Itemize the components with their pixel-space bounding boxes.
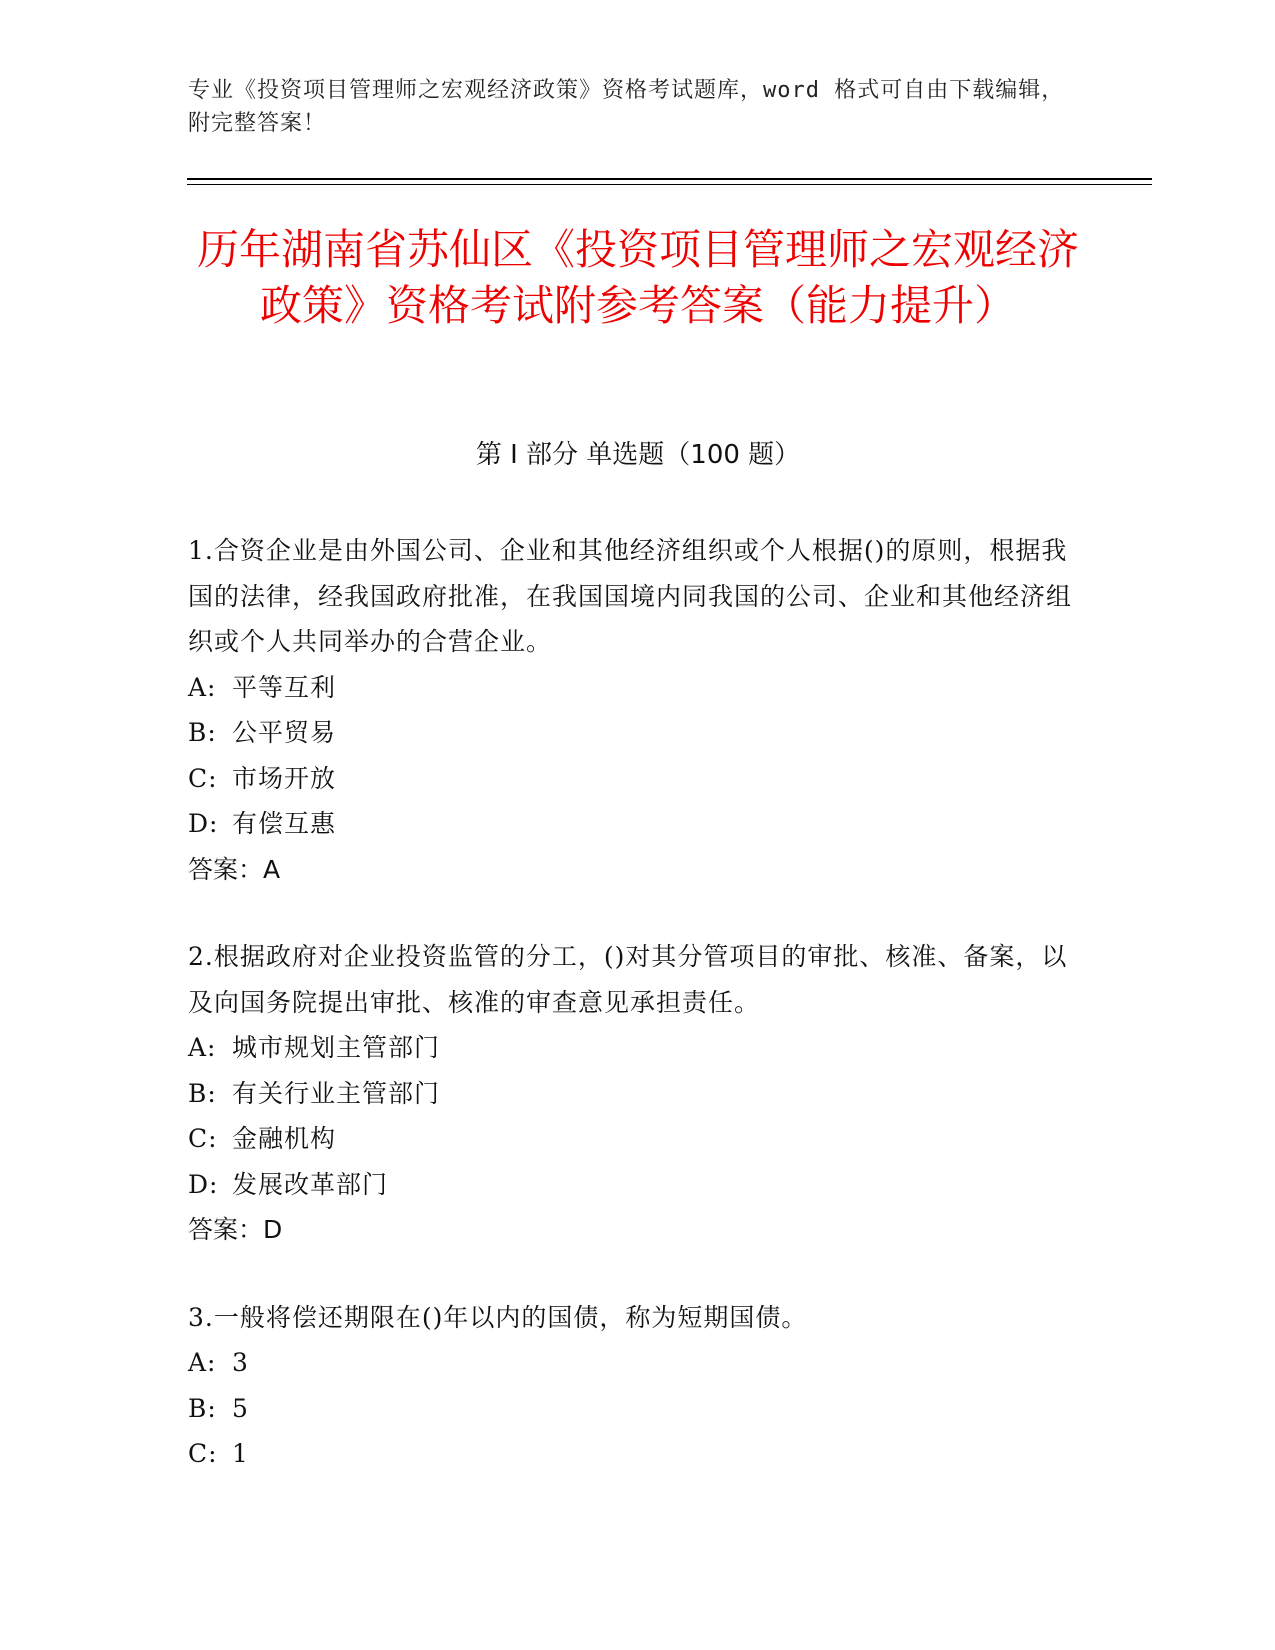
option-d: [188, 801, 1088, 847]
option-c: [188, 1431, 1088, 1477]
option-text: 5: [232, 1393, 249, 1423]
question-list: [188, 528, 1088, 1519]
option-b: [188, 1386, 1088, 1432]
question-stem: 3.一般将偿还期限在()年以内的国债，称为短期国债。: [188, 1302, 808, 1332]
option-text: 城市规划主管部门: [232, 1033, 441, 1062]
option-c: [188, 1116, 1088, 1162]
option-a: [188, 1025, 1088, 1071]
option-key: B:: [188, 718, 217, 747]
option-b: [188, 710, 1088, 756]
option-key: C:: [188, 763, 218, 793]
header-divider-thick: [187, 178, 1152, 180]
option-key: A:: [188, 672, 217, 702]
option-key: C:: [188, 1439, 218, 1468]
option-key: B:: [188, 1393, 217, 1423]
option-key: A:: [188, 1348, 217, 1377]
option-key: C:: [188, 1124, 218, 1153]
option-text: 平等互利: [232, 672, 337, 702]
question-stem: 2.根据政府对企业投资监管的分工，()对其分管项目的审批、核准、备案，以及向国务院提出审批、核准的审查意见承担责任。: [188, 942, 1068, 1017]
section-title: 第 I 部分 单选题（100 题）: [475, 440, 801, 470]
option-key: D:: [188, 809, 219, 838]
question-2: [188, 934, 1088, 1253]
header-divider-thin: [187, 184, 1152, 185]
option-text: 3: [232, 1348, 249, 1377]
option-a: [188, 1340, 1088, 1386]
option-text: 公平贸易: [232, 718, 337, 747]
question-stem: 1.合资企业是由外国公司、企业和其他经济组织或个人根据()的原则，根据我国的法律，经我国政府批准，在我国国境内同我国的公司、企业和其他经济组织或个人共同举办的合营企业。: [188, 536, 1073, 656]
question-3: [188, 1295, 1088, 1477]
question-1: [188, 528, 1088, 892]
option-key: D:: [188, 1169, 219, 1199]
answer: 答案：D: [188, 1215, 283, 1244]
document-title: 历年湖南省苏仙区《投资项目管理师之宏观经济政策》资格考试附参考答案（能力提升）: [196, 225, 1079, 330]
option-b: [188, 1071, 1088, 1117]
option-text: 1: [232, 1439, 249, 1468]
option-text: 有偿互惠: [232, 809, 337, 838]
option-text: 金融机构: [232, 1124, 337, 1153]
option-a: [188, 665, 1088, 711]
option-text: 发展改革部门: [232, 1169, 389, 1199]
option-text: 市场开放: [232, 763, 337, 793]
answer: 答案：A: [188, 854, 281, 884]
option-text: 有关行业主管部门: [232, 1078, 441, 1108]
option-c: [188, 756, 1088, 802]
option-d: [188, 1162, 1088, 1208]
option-key: A:: [188, 1033, 217, 1062]
option-key: B:: [188, 1078, 217, 1108]
header-note: 专业《投资项目管理师之宏观经济政策》资格考试题库，word 格式可自由下载编辑，附完整答案！: [188, 78, 1065, 136]
